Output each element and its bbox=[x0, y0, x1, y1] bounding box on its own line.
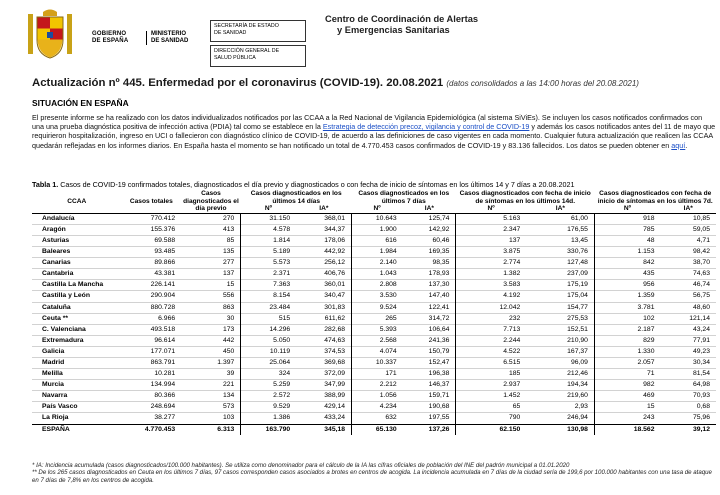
value-cell: 102 bbox=[594, 313, 660, 324]
value-cell: 178,06 bbox=[296, 235, 351, 246]
value-cell: 46,74 bbox=[661, 280, 717, 291]
value-cell: 2.187 bbox=[594, 324, 660, 335]
value-cell: 442 bbox=[181, 335, 241, 346]
table-row bbox=[32, 269, 716, 280]
value-cell: 98,42 bbox=[661, 247, 717, 258]
value-cell: 265 bbox=[352, 313, 403, 324]
value-cell: 450 bbox=[181, 346, 241, 357]
ccaa-cell: Castilla y León bbox=[32, 291, 121, 302]
value-cell: 1.984 bbox=[352, 247, 403, 258]
value-cell: 842 bbox=[594, 258, 660, 269]
value-cell: 43,24 bbox=[661, 324, 717, 335]
value-cell: 1.359 bbox=[594, 291, 660, 302]
table-row bbox=[32, 280, 716, 291]
value-cell: 1.043 bbox=[352, 269, 403, 280]
table-body bbox=[32, 213, 716, 434]
value-cell: 433,24 bbox=[296, 413, 351, 424]
value-cell: 2.140 bbox=[352, 258, 403, 269]
ccaa-cell: C. Valenciana bbox=[32, 324, 121, 335]
table-row bbox=[32, 235, 716, 246]
value-cell: 790 bbox=[456, 413, 526, 424]
header-ia: IA* bbox=[403, 205, 456, 213]
table-row bbox=[32, 213, 716, 224]
value-cell: 2.212 bbox=[352, 380, 403, 391]
table-row bbox=[32, 369, 716, 380]
ccaa-cell: Andalucía bbox=[32, 213, 121, 224]
value-cell: 2,93 bbox=[526, 402, 594, 413]
report-title: Actualización nº 445. Enfermedad por el coronavirus (COVID-19). 20.08.2021 (datos consolidados a las 14:00 horas del 20.08.2021) bbox=[32, 77, 639, 89]
value-cell: 1.900 bbox=[352, 224, 403, 235]
secretariat-box: SECRETARÍA DE ESTADO DE SANIDAD bbox=[210, 20, 306, 42]
value-cell: 6.966 bbox=[121, 313, 181, 324]
value-cell: 270 bbox=[181, 213, 241, 224]
strategy-link[interactable]: Estrategia de detección precoz, vigilancia y control de COVID-19 bbox=[322, 122, 530, 132]
value-cell: 85 bbox=[181, 235, 241, 246]
value-cell: 147,40 bbox=[403, 291, 456, 302]
intro-paragraph: El presente informe se ha realizado con los datos individualizados notificados por las CCAA a la Red Nacional de Vigilancia Epidemiológica (al sistema SiViEs). Se incluyen los casos notificados confirmados con una una prueba diagnóstica positiva de infección activa (PDIA) tal como se establece en la Estrategia de detección precoz, vigilancia y control de COVID-19 y además los casos notificados antes del 11 de mayo que requirieron hospitalización, ingreso en UCI o fallecieron con diagnóstico clínico de COVID-19, de acuerdo a las definiciones de caso vigentes en cada momento. Cualquier futura actualización que realicen las CCAA quedarán reflejadas en los informes diarios. En España hasta el momento se han notificado un total de 4.770.453 casos confirmados de COVID-19 y 83.136 fallecidos. Los datos se pueden obtener en aquí. bbox=[32, 113, 716, 150]
value-cell: 611,62 bbox=[296, 313, 351, 324]
value-cell: 2.244 bbox=[456, 335, 526, 346]
value-cell: 137 bbox=[456, 235, 526, 246]
value-cell: 248.694 bbox=[121, 402, 181, 413]
value-cell: 282,68 bbox=[296, 324, 351, 335]
total-row bbox=[32, 424, 716, 435]
ccaa-cell: Madrid bbox=[32, 358, 121, 369]
value-cell: 61,00 bbox=[526, 213, 594, 224]
table-row bbox=[32, 346, 716, 357]
value-cell: 770.412 bbox=[121, 213, 181, 224]
section-heading: SITUACIÓN EN ESPAÑA bbox=[32, 98, 129, 108]
value-cell: 2.937 bbox=[456, 380, 526, 391]
directorate-box: DIRECCIÓN GENERAL DE SALUD PÚBLICA bbox=[210, 45, 306, 67]
header-n: Nº bbox=[352, 205, 403, 213]
value-cell: 324 bbox=[241, 369, 296, 380]
value-cell: 1.056 bbox=[352, 391, 403, 402]
header-prev: Casos diagnosticados el día previo bbox=[183, 190, 239, 213]
value-cell: 277 bbox=[181, 258, 241, 269]
value-cell: 15 bbox=[181, 280, 241, 291]
value-cell: 632 bbox=[352, 413, 403, 424]
value-cell: 98,35 bbox=[403, 258, 456, 269]
value-cell: 413 bbox=[181, 224, 241, 235]
value-cell: 5.163 bbox=[456, 213, 526, 224]
coat-of-arms-icon bbox=[27, 8, 73, 60]
value-cell: 3.583 bbox=[456, 280, 526, 291]
value-cell: 38.277 bbox=[121, 413, 181, 424]
value-cell: 275,53 bbox=[526, 313, 594, 324]
value-cell: 241,36 bbox=[403, 335, 456, 346]
value-cell: 474,63 bbox=[296, 335, 351, 346]
value-cell: 616 bbox=[352, 235, 403, 246]
header-n: Nº bbox=[594, 205, 660, 213]
header-n: Nº bbox=[241, 205, 296, 213]
value-cell: 344,37 bbox=[296, 224, 351, 235]
value-cell: 7.363 bbox=[241, 280, 296, 291]
value-cell: 829 bbox=[594, 335, 660, 346]
table-row bbox=[32, 291, 716, 302]
value-cell: 10,85 bbox=[661, 213, 717, 224]
value-cell: 75,96 bbox=[661, 413, 717, 424]
value-cell: 59,05 bbox=[661, 224, 717, 235]
value-cell: 4.074 bbox=[352, 346, 403, 357]
value-cell: 1.397 bbox=[181, 358, 241, 369]
value-cell: 863 bbox=[181, 302, 241, 313]
footnotes bbox=[32, 462, 716, 484]
header-ia: IA* bbox=[526, 205, 594, 213]
value-cell: 2.808 bbox=[352, 280, 403, 291]
value-cell: 125,74 bbox=[403, 213, 456, 224]
value-cell: 573 bbox=[181, 402, 241, 413]
value-cell: 360,01 bbox=[296, 280, 351, 291]
value-cell: 256,12 bbox=[296, 258, 351, 269]
value-cell: 39,12 bbox=[661, 424, 717, 435]
value-cell: 956 bbox=[594, 280, 660, 291]
value-cell: 137,26 bbox=[403, 424, 456, 435]
value-cell: 232 bbox=[456, 313, 526, 324]
value-cell: 60,46 bbox=[403, 235, 456, 246]
header-sym7: Casos diagnosticados con fecha de inicio de síntomas en los últimos 7d. bbox=[597, 190, 713, 205]
value-cell: 5.393 bbox=[352, 324, 403, 335]
value-cell: 0,68 bbox=[661, 402, 717, 413]
value-cell: 982 bbox=[594, 380, 660, 391]
value-cell: 163.790 bbox=[241, 424, 296, 435]
value-cell: 340,47 bbox=[296, 291, 351, 302]
ccaa-cell: Extremadura bbox=[32, 335, 121, 346]
value-cell: 30 bbox=[181, 313, 241, 324]
value-cell: 152,47 bbox=[403, 358, 456, 369]
covid-cases-table bbox=[32, 190, 716, 435]
value-cell: 210,90 bbox=[526, 335, 594, 346]
value-cell: 127,48 bbox=[526, 258, 594, 269]
value-cell: 374,53 bbox=[296, 346, 351, 357]
value-cell: 2.347 bbox=[456, 224, 526, 235]
value-cell: 1.382 bbox=[456, 269, 526, 280]
value-cell: 154,77 bbox=[526, 302, 594, 313]
value-cell: 159,71 bbox=[403, 391, 456, 402]
value-cell: 368,01 bbox=[296, 213, 351, 224]
value-cell: 71 bbox=[594, 369, 660, 380]
header-sym14: Casos diagnosticados con fecha de inicio de síntomas en los últimos 14d. bbox=[459, 190, 591, 205]
value-cell: 4.192 bbox=[456, 291, 526, 302]
value-cell: 5.259 bbox=[241, 380, 296, 391]
value-cell: 142,92 bbox=[403, 224, 456, 235]
value-cell: 442,92 bbox=[296, 247, 351, 258]
table-row bbox=[32, 380, 716, 391]
value-cell: 155.376 bbox=[121, 224, 181, 235]
value-cell: 48 bbox=[594, 235, 660, 246]
value-cell: 38,70 bbox=[661, 258, 717, 269]
value-cell: 246,94 bbox=[526, 413, 594, 424]
value-cell: 134.994 bbox=[121, 380, 181, 391]
table-row bbox=[32, 258, 716, 269]
value-cell: 2.774 bbox=[456, 258, 526, 269]
value-cell: 137 bbox=[181, 269, 241, 280]
value-cell: 10.337 bbox=[352, 358, 403, 369]
ccaa-cell: Ceuta ** bbox=[32, 313, 121, 324]
ccaa-cell: Cataluña bbox=[32, 302, 121, 313]
value-cell: 197,55 bbox=[403, 413, 456, 424]
table-row bbox=[32, 391, 716, 402]
value-cell: 1.330 bbox=[594, 346, 660, 357]
value-cell: 863.791 bbox=[121, 358, 181, 369]
value-cell: 8.154 bbox=[241, 291, 296, 302]
ministry-label: MINISTERIO DE SANIDAD bbox=[146, 31, 188, 45]
value-cell: 226.141 bbox=[121, 280, 181, 291]
value-cell: 43.381 bbox=[121, 269, 181, 280]
table-row bbox=[32, 413, 716, 424]
value-cell: 65 bbox=[456, 402, 526, 413]
value-cell: 15 bbox=[594, 402, 660, 413]
value-cell: 219,60 bbox=[526, 391, 594, 402]
value-cell: 62.150 bbox=[456, 424, 526, 435]
ccaa-cell: País Vasco bbox=[32, 402, 121, 413]
value-cell: 152,51 bbox=[526, 324, 594, 335]
value-cell: 190,68 bbox=[403, 402, 456, 413]
value-cell: 150,79 bbox=[403, 346, 456, 357]
value-cell: 96.614 bbox=[121, 335, 181, 346]
header-ia: IA* bbox=[296, 205, 351, 213]
ccaa-cell: ESPAÑA bbox=[32, 424, 121, 435]
value-cell: 515 bbox=[241, 313, 296, 324]
value-cell: 493.518 bbox=[121, 324, 181, 335]
value-cell: 106,64 bbox=[403, 324, 456, 335]
ccaa-cell: Cantabria bbox=[32, 269, 121, 280]
header-ccaa: CCAA bbox=[32, 190, 121, 213]
value-cell: 3.530 bbox=[352, 291, 403, 302]
ccaa-cell: Aragón bbox=[32, 224, 121, 235]
value-cell: 10.281 bbox=[121, 369, 181, 380]
value-cell: 175,19 bbox=[526, 280, 594, 291]
value-cell: 23.484 bbox=[241, 302, 296, 313]
value-cell: 4.234 bbox=[352, 402, 403, 413]
value-cell: 330,76 bbox=[526, 247, 594, 258]
value-cell: 14.296 bbox=[241, 324, 296, 335]
value-cell: 6.313 bbox=[181, 424, 241, 435]
report-header bbox=[0, 0, 720, 68]
value-cell: 130,98 bbox=[526, 424, 594, 435]
value-cell: 64,98 bbox=[661, 380, 717, 391]
value-cell: 345,18 bbox=[296, 424, 351, 435]
header-14d: Casos diagnosticados en los últimos 14 días bbox=[250, 190, 342, 205]
value-cell: 3.781 bbox=[594, 302, 660, 313]
value-cell: 177.071 bbox=[121, 346, 181, 357]
value-cell: 212,46 bbox=[526, 369, 594, 380]
title-note: (datos consolidados a las 14:00 horas del 20.08.2021) bbox=[446, 79, 639, 88]
value-cell: 2.568 bbox=[352, 335, 403, 346]
value-cell: 12.042 bbox=[456, 302, 526, 313]
value-cell: 369,68 bbox=[296, 358, 351, 369]
value-cell: 314,72 bbox=[403, 313, 456, 324]
header-total: Casos totales bbox=[121, 190, 181, 213]
value-cell: 178,93 bbox=[403, 269, 456, 280]
value-cell: 1.153 bbox=[594, 247, 660, 258]
ccaa-cell: Castilla La Mancha bbox=[32, 280, 121, 291]
ccaa-cell: Canarias bbox=[32, 258, 121, 269]
value-cell: 4.770.453 bbox=[121, 424, 181, 435]
header-ia: IA* bbox=[661, 205, 717, 213]
value-cell: 146,37 bbox=[403, 380, 456, 391]
ccaa-cell: Asturias bbox=[32, 235, 121, 246]
value-cell: 918 bbox=[594, 213, 660, 224]
value-cell: 39 bbox=[181, 369, 241, 380]
value-cell: 31.150 bbox=[241, 213, 296, 224]
value-cell: 1.452 bbox=[456, 391, 526, 402]
value-cell: 469 bbox=[594, 391, 660, 402]
ccaa-cell: Galicia bbox=[32, 346, 121, 357]
value-cell: 435 bbox=[594, 269, 660, 280]
value-cell: 194,34 bbox=[526, 380, 594, 391]
ccaa-cell: Navarra bbox=[32, 391, 121, 402]
value-cell: 167,37 bbox=[526, 346, 594, 357]
value-cell: 237,09 bbox=[526, 269, 594, 280]
table-row bbox=[32, 247, 716, 258]
value-cell: 5.050 bbox=[241, 335, 296, 346]
value-cell: 196,38 bbox=[403, 369, 456, 380]
value-cell: 137,30 bbox=[403, 280, 456, 291]
value-cell: 89.866 bbox=[121, 258, 181, 269]
table-row bbox=[32, 335, 716, 346]
table-row bbox=[32, 324, 716, 335]
value-cell: 56,75 bbox=[661, 291, 717, 302]
value-cell: 301,83 bbox=[296, 302, 351, 313]
value-cell: 122,41 bbox=[403, 302, 456, 313]
value-cell: 406,76 bbox=[296, 269, 351, 280]
value-cell: 221 bbox=[181, 380, 241, 391]
value-cell: 3.875 bbox=[456, 247, 526, 258]
value-cell: 70,93 bbox=[661, 391, 717, 402]
footnote-ceuta: ** De los 265 casos diagnosticados en Ceuta en los últimos 7 días, 97 casos corresponden casos asociados a brotes en centros de acogida. La incidencia acumulada en 7 días de la ciudad sería de 199,6 por 100.000 habitantes con una tasa de ataque en 7 días de 7,8% en los centros de acogida. bbox=[32, 469, 712, 484]
value-cell: 175,04 bbox=[526, 291, 594, 302]
value-cell: 93.485 bbox=[121, 247, 181, 258]
value-cell: 13,45 bbox=[526, 235, 594, 246]
table-row bbox=[32, 224, 716, 235]
value-cell: 65.130 bbox=[352, 424, 403, 435]
value-cell: 185 bbox=[456, 369, 526, 380]
value-cell: 25.064 bbox=[241, 358, 296, 369]
value-cell: 103 bbox=[181, 413, 241, 424]
table-row bbox=[32, 358, 716, 369]
value-cell: 134 bbox=[181, 391, 241, 402]
table-row bbox=[32, 302, 716, 313]
value-cell: 880.728 bbox=[121, 302, 181, 313]
value-cell: 372,09 bbox=[296, 369, 351, 380]
value-cell: 4.522 bbox=[456, 346, 526, 357]
value-cell: 7.713 bbox=[456, 324, 526, 335]
value-cell: 10.119 bbox=[241, 346, 296, 357]
center-title: Centro de Coordinación de Alertas y Emergencias Sanitarias bbox=[325, 14, 479, 35]
value-cell: 96,09 bbox=[526, 358, 594, 369]
value-cell: 785 bbox=[594, 224, 660, 235]
table-row bbox=[32, 402, 716, 413]
value-cell: 9.529 bbox=[241, 402, 296, 413]
value-cell: 2.057 bbox=[594, 358, 660, 369]
value-cell: 10.643 bbox=[352, 213, 403, 224]
value-cell: 176,55 bbox=[526, 224, 594, 235]
value-cell: 171 bbox=[352, 369, 403, 380]
government-label: GOBIERNO DE ESPAÑA bbox=[92, 31, 129, 44]
value-cell: 49,23 bbox=[661, 346, 717, 357]
value-cell: 5.189 bbox=[241, 247, 296, 258]
value-cell: 121,14 bbox=[661, 313, 717, 324]
value-cell: 290.904 bbox=[121, 291, 181, 302]
value-cell: 9.524 bbox=[352, 302, 403, 313]
ccaa-cell: La Rioja bbox=[32, 413, 121, 424]
value-cell: 4.578 bbox=[241, 224, 296, 235]
value-cell: 556 bbox=[181, 291, 241, 302]
value-cell: 1.814 bbox=[241, 235, 296, 246]
value-cell: 77,91 bbox=[661, 335, 717, 346]
table-row bbox=[32, 313, 716, 324]
value-cell: 5.573 bbox=[241, 258, 296, 269]
value-cell: 169,35 bbox=[403, 247, 456, 258]
value-cell: 4,71 bbox=[661, 235, 717, 246]
value-cell: 30,34 bbox=[661, 358, 717, 369]
value-cell: 81,54 bbox=[661, 369, 717, 380]
value-cell: 18.562 bbox=[594, 424, 660, 435]
header-n: Nº bbox=[456, 205, 526, 213]
value-cell: 48,60 bbox=[661, 302, 717, 313]
data-link[interactable]: aquí bbox=[671, 140, 686, 150]
value-cell: 135 bbox=[181, 247, 241, 258]
ccaa-cell: Melilla bbox=[32, 369, 121, 380]
value-cell: 2.371 bbox=[241, 269, 296, 280]
value-cell: 2.572 bbox=[241, 391, 296, 402]
value-cell: 6.515 bbox=[456, 358, 526, 369]
value-cell: 243 bbox=[594, 413, 660, 424]
value-cell: 173 bbox=[181, 324, 241, 335]
ccaa-cell: Baleares bbox=[32, 247, 121, 258]
ccaa-cell: Murcia bbox=[32, 380, 121, 391]
value-cell: 69.588 bbox=[121, 235, 181, 246]
footnote-ia: * IA: Incidencia acumulada (casos diagnosticados/100.000 habitantes). Se utiliza como denominador para el cálculo de la IA las cifras oficiales de población del INE del padrón municipal a 01.01.2020 bbox=[32, 462, 570, 469]
header-7d: Casos diagnosticados en los últimos 7 días bbox=[358, 190, 450, 205]
value-cell: 388,99 bbox=[296, 391, 351, 402]
value-cell: 1.386 bbox=[241, 413, 296, 424]
value-cell: 80.366 bbox=[121, 391, 181, 402]
value-cell: 74,63 bbox=[661, 269, 717, 280]
value-cell: 429,14 bbox=[296, 402, 351, 413]
table-caption: Tabla 1. Casos de COVID-19 confirmados totales, diagnosticados el día previo y diagnosticados o con fecha de inicio de síntomas en los últimos 14 y 7 días a 20.08.2021 bbox=[32, 180, 575, 189]
value-cell: 347,99 bbox=[296, 380, 351, 391]
